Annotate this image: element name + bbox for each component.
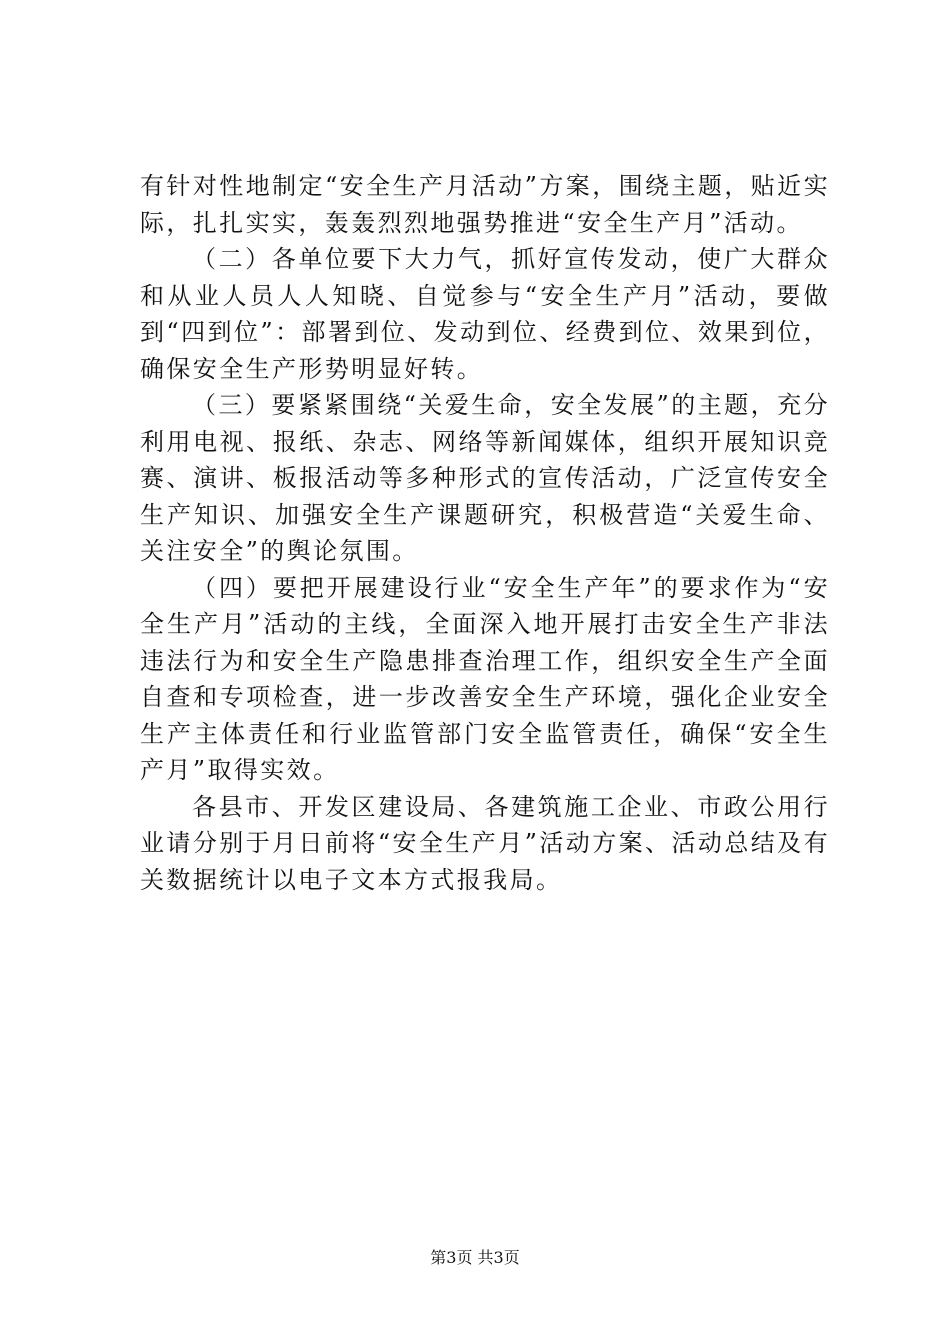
paragraph-item-2: （二）各单位要下大力气，抓好宣传发动，使广大群众和从业人员人人知晓、自觉参与“安全生产月”活动，要做到“四到位”：部署到位、发动到位、经费到位、效果到位，确保安全生产形势明显好转。 [140, 245, 830, 383]
paragraph-closing-request: 各县市、开发区建设局、各建筑施工企业、市政公用行业请分别于月日前将“安全生产月”活动方案、活动总结及有关数据统计以电子文本方式报我局。 [140, 792, 830, 894]
paragraph-continuation: 有针对性地制定“安全生产月活动”方案，围绕主题，贴近实际，扎扎实实，轰轰烈烈地强势推进“安全生产月”活动。 [140, 172, 830, 237]
paragraph-item-4: （四）要把开展建设行业“安全生产年”的要求作为“安全生产月”活动的主线，全面深入地开展打击安全生产非法违法行为和安全生产隐患排查治理工作，组织安全生产全面自查和专项检查，进一步改善安全生产环境，强化企业安全生产主体责任和行业监管部门安全监管责任，确保“安全生产月”取得实效。 [140, 573, 830, 784]
page-footer: 第3页 共3页 [430, 1248, 520, 1267]
paragraph-item-3: （三）要紧紧围绕“关爱生命，安全发展”的主题，充分利用电视、报纸、杂志、网络等新闻媒体，组织开展知识竞赛、演讲、板报活动等多种形式的宣传活动，广泛宣传安全生产知识、加强安全生产课题研究，积极营造“关爱生命、关注安全”的舆论氛围。 [140, 391, 830, 565]
document-body [140, 168, 830, 898]
